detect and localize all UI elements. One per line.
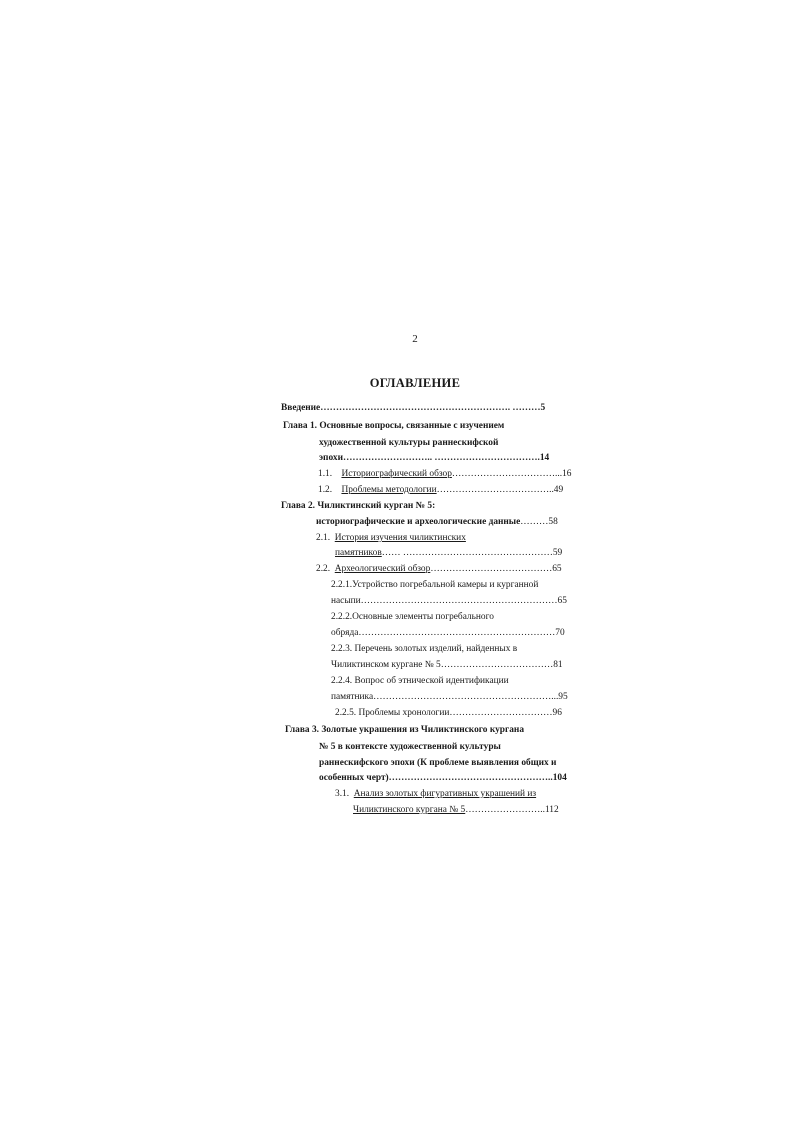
toc-section-1-2	[318, 484, 563, 496]
toc-chapter-3-cont: особенных черт)……………………………………………..104	[319, 773, 567, 783]
page-number: 2	[412, 333, 418, 345]
section-number: 2.2.	[316, 564, 331, 574]
section-title: Проблемы методологии	[341, 485, 437, 495]
toc-entry-intro: Введение……………………………………………………. ………5	[281, 403, 546, 413]
toc-chapter-2: Глава 2. Чиликтинский курган № 5:	[281, 501, 436, 511]
section-number: 2.1.	[316, 533, 331, 543]
toc-subsection-2-2-1-cont: насыпи………………………………………………………65	[331, 596, 567, 606]
section-title: Археологический обзор	[334, 564, 431, 574]
toc-section-2-1-cont: памятников…… …………………………………………59	[335, 548, 563, 558]
toc-chapter-1-cont: эпохи……………………….. …………………………….14	[319, 453, 550, 463]
section-page: …… …………………………………………59	[381, 548, 563, 558]
section-number: 3.1.	[335, 789, 350, 799]
toc-subsection-2-2-4: 2.2.4. Вопрос об этнической идентификации	[331, 676, 509, 686]
toc-chapter-3: Глава 3. Золотые украшения из Чиликтинского кургана	[285, 725, 525, 735]
toc-chapter-2-cont: историографические и археологические данные………58	[316, 517, 558, 527]
toc-section-2-2	[316, 563, 562, 575]
section-number: 1.2.	[318, 485, 333, 495]
section-page: ……………………..112	[465, 805, 559, 815]
toc-subsection-2-2-2: 2.2.2.Основные элементы погребального	[331, 612, 494, 622]
toc-section-1-1	[318, 468, 571, 480]
section-page: …………………………………65	[430, 564, 562, 574]
toc-section-2-1	[316, 532, 466, 544]
toc-subsection-2-2-3: 2.2.3. Перечень золотых изделий, найденных в	[331, 644, 518, 654]
toc-subsection-2-2-2-cont: обряда………………………………………………………70	[331, 628, 565, 638]
toc-subsection-2-2-4-cont: памятника…………………………………………………...95	[331, 692, 568, 702]
toc-chapter-3-cont: раннескифского эпохи (К проблеме выявления общих и	[319, 758, 557, 768]
section-title: История изучения чиликтинских	[334, 533, 466, 543]
section-page: ………………………………..49	[436, 485, 564, 495]
toc-section-3-1-cont: Чиликтинского кургана № 5……………………..112	[353, 805, 559, 815]
toc-chapter-1-cont: художественной культуры раннескифской	[319, 438, 499, 448]
toc-section-3-1	[335, 788, 536, 800]
page-title: ОГЛАВЛЕНИЕ	[369, 376, 461, 390]
toc-chapter-3-cont: № 5 в контексте художественной культуры	[319, 742, 501, 752]
section-number: 1.1.	[318, 469, 333, 479]
section-title: Историографический обзор	[341, 469, 452, 479]
toc-chapter-1: Глава 1. Основные вопросы, связанные с изучением	[283, 421, 505, 431]
toc-subsection-2-2-3-cont: Чиликтинском кургане № 5………………………………81	[331, 660, 563, 670]
toc-subsection-2-2-5: 2.2.5. Проблемы хронологии……………………………96	[335, 708, 562, 718]
toc-subsection-2-2-1: 2.2.1.Устройство погребальной камеры и курганной	[331, 580, 539, 590]
section-page: ……………………………...16	[451, 469, 572, 479]
section-title: Анализ золотых фигуративных украшений из	[353, 789, 537, 799]
